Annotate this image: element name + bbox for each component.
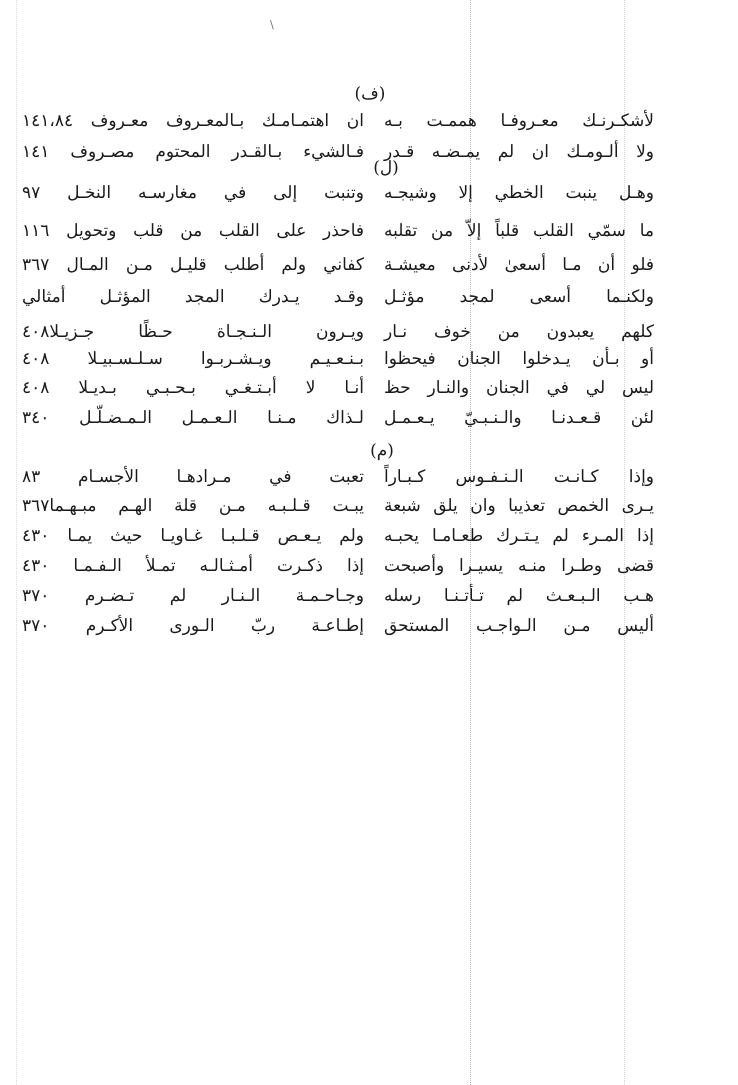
verse-first-hemistich: ولكنـما أسعى لمجد مؤثـل: [384, 287, 654, 307]
verse-second-hemistich: وتنبت إلى في مغارسـه النخـل ٩٧: [22, 183, 364, 203]
verse-first-hemistich: لأشكـرنـك معـروفـا هممـت بـه: [384, 111, 654, 131]
verse-second-hemistich: وجـاحـمـة الـنـار لم تـضـرم ٣٧٠: [22, 586, 364, 606]
verse-line: [0, 464, 738, 490]
verse-second-hemistich: فاحذر على القلب من قلب وتحويل ١١٦: [22, 221, 364, 241]
verse-first-hemistich: ليس لي في الجنان والنـار حظ: [384, 378, 654, 398]
corner-mark: \: [270, 18, 274, 31]
verse-second-hemistich: يبـت قـلـبـه مـن قلة الهـم مبـهـما٣٦٧: [22, 496, 364, 516]
verse-second-hemistich: لـذاك مـنـا الـعـمـل الـمـضـلّـل ٣٤٠: [22, 408, 364, 428]
verse-second-hemistich: إذا ذكـرت أمـثـالـه تمـلأ الـفـمـا ٤٣٠: [22, 556, 364, 576]
verse-first-hemistich: لئن قـعـدنـا والـنـبـيّ يـعـمـل: [384, 408, 654, 428]
verse-first-hemistich: قضى وطـرا منـه يسيـرا وأصبحت: [384, 556, 654, 576]
verse-second-hemistich: وقـد يـدرك المجد المؤثـل أمثالي: [22, 287, 364, 307]
verse-line: [0, 375, 738, 401]
verse-line: [0, 493, 738, 519]
verse-line: [0, 319, 738, 345]
verse-line: [0, 523, 738, 549]
verse-line: [0, 108, 738, 134]
verse-line: [0, 583, 738, 609]
verse-second-hemistich: أنـا لا أبـتـغـي بـحـبـي بـديـلا ٤٠٨: [22, 378, 364, 398]
verse-second-hemistich: فـالشيء بـالقـدر المحتوم مصـروف ١٤١: [22, 142, 364, 162]
verse-line: [0, 613, 738, 639]
verse-first-hemistich: إذا المـرء لم يـتـرك طعـامـا يحبـه: [384, 526, 654, 546]
verse-second-hemistich: ويـرون الـنـجـاة حـظًا جـزيـلا٤٠٨: [22, 322, 364, 342]
verse-second-hemistich: إطـاعـة ربّ الـورى الأكـرم ٣٧٠: [22, 616, 364, 636]
verse-line: [0, 346, 738, 372]
verse-line: [0, 405, 738, 431]
verse-first-hemistich: أليس مـن الـواجـب المستحق: [384, 616, 654, 636]
verse-first-hemistich: هـب الـبـعـث لم تـأتـنـا رسله: [384, 586, 654, 606]
section-heading: (م): [370, 441, 394, 461]
verse-first-hemistich: وإذا كـانـت الـنـفـوس كـبـاراً: [384, 467, 654, 487]
verse-first-hemistich: كلهم يعبدون من خوف نـار: [384, 322, 654, 342]
section-heading: (ف): [354, 84, 386, 104]
verse-line: [0, 180, 738, 206]
verse-line: [0, 553, 738, 579]
verse-line: [0, 284, 738, 310]
verse-first-hemistich: أو بـأن يـدخلوا الجنان فيحظوا: [384, 349, 654, 369]
verse-line: [0, 218, 738, 244]
verse-first-hemistich: ما سمّي القلب قلباً إلاّ من تقلبه: [384, 221, 654, 241]
section-heading: (ل): [373, 158, 399, 178]
verse-first-hemistich: يـرى الخمص تعذيبا وان يلق شبعة: [384, 496, 654, 516]
verse-line: [0, 252, 738, 278]
verse-first-hemistich: وهـل ينبت الخطي إلا وشيجـه: [384, 183, 654, 203]
verse-second-hemistich: تعبت في مـرادهـا الأجسـام ٨٣: [22, 467, 364, 487]
verse-second-hemistich: بـنـعـيـم ويـشـربـوا سـلـسـبيـلا ٤٠٨: [22, 349, 364, 369]
verse-second-hemistich: ولم يـعـص قـلـبـا غـاويـا حيث يمـا ٤٣٠: [22, 526, 364, 546]
verse-first-hemistich: ولا ألـومـك ان لم يمـضـه قـدر: [384, 142, 654, 162]
verse-first-hemistich: فلو أن مـا أسعىٰ لأدنى معيشـة: [384, 255, 654, 275]
verse-second-hemistich: كفاني ولم أطلب قليـل مـن المـال ٣٦٧: [22, 255, 364, 275]
verse-second-hemistich: ان اهتمـامـك بـالمعـروف معـروف ١٤١،٨٤: [22, 111, 364, 131]
